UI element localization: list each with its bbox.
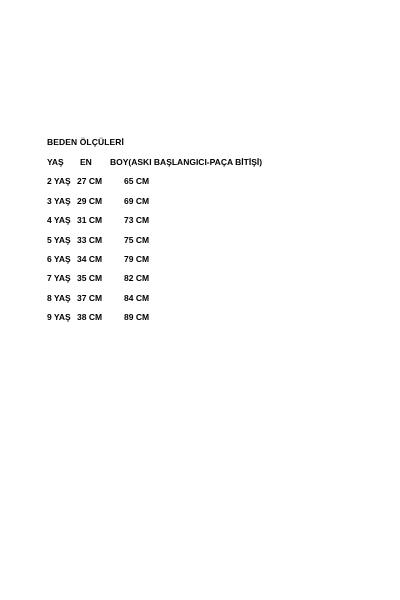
- row-width: 38 CM: [77, 312, 103, 323]
- row-age: 8 YAŞ: [47, 292, 71, 303]
- row-age: 3 YAŞ: [47, 195, 71, 206]
- row-width: 31 CM: [77, 215, 103, 226]
- row-age: 7 YAŞ: [47, 273, 71, 284]
- document-title: BEDEN ÖLÇÜLERİ: [47, 137, 124, 147]
- row-width: 35 CM: [77, 273, 103, 284]
- row-length: 73 CM: [124, 215, 150, 226]
- row-age: 9 YAŞ: [47, 312, 71, 323]
- row-width: 29 CM: [77, 195, 103, 206]
- row-length: 82 CM: [124, 273, 150, 284]
- row-length: 89 CM: [124, 312, 150, 323]
- row-length: 79 CM: [124, 253, 150, 264]
- row-age: 2 YAŞ: [47, 176, 71, 187]
- header-age: YAŞ: [47, 157, 64, 167]
- row-age: 5 YAŞ: [47, 234, 71, 245]
- row-length: 69 CM: [124, 195, 150, 206]
- header-length: BOY(ASKI BAŞLANGICI-PAÇA BİTİŞİ): [110, 157, 263, 167]
- row-length: 65 CM: [124, 176, 150, 187]
- row-age: 4 YAŞ: [47, 215, 71, 226]
- row-width: 27 CM: [77, 176, 103, 187]
- row-length: 75 CM: [124, 234, 150, 245]
- row-width: 37 CM: [77, 292, 103, 303]
- row-width: 33 CM: [77, 234, 103, 245]
- header-width: EN: [80, 157, 92, 167]
- row-age: 6 YAŞ: [47, 253, 71, 264]
- row-length: 84 CM: [124, 292, 150, 303]
- row-width: 34 CM: [77, 253, 103, 264]
